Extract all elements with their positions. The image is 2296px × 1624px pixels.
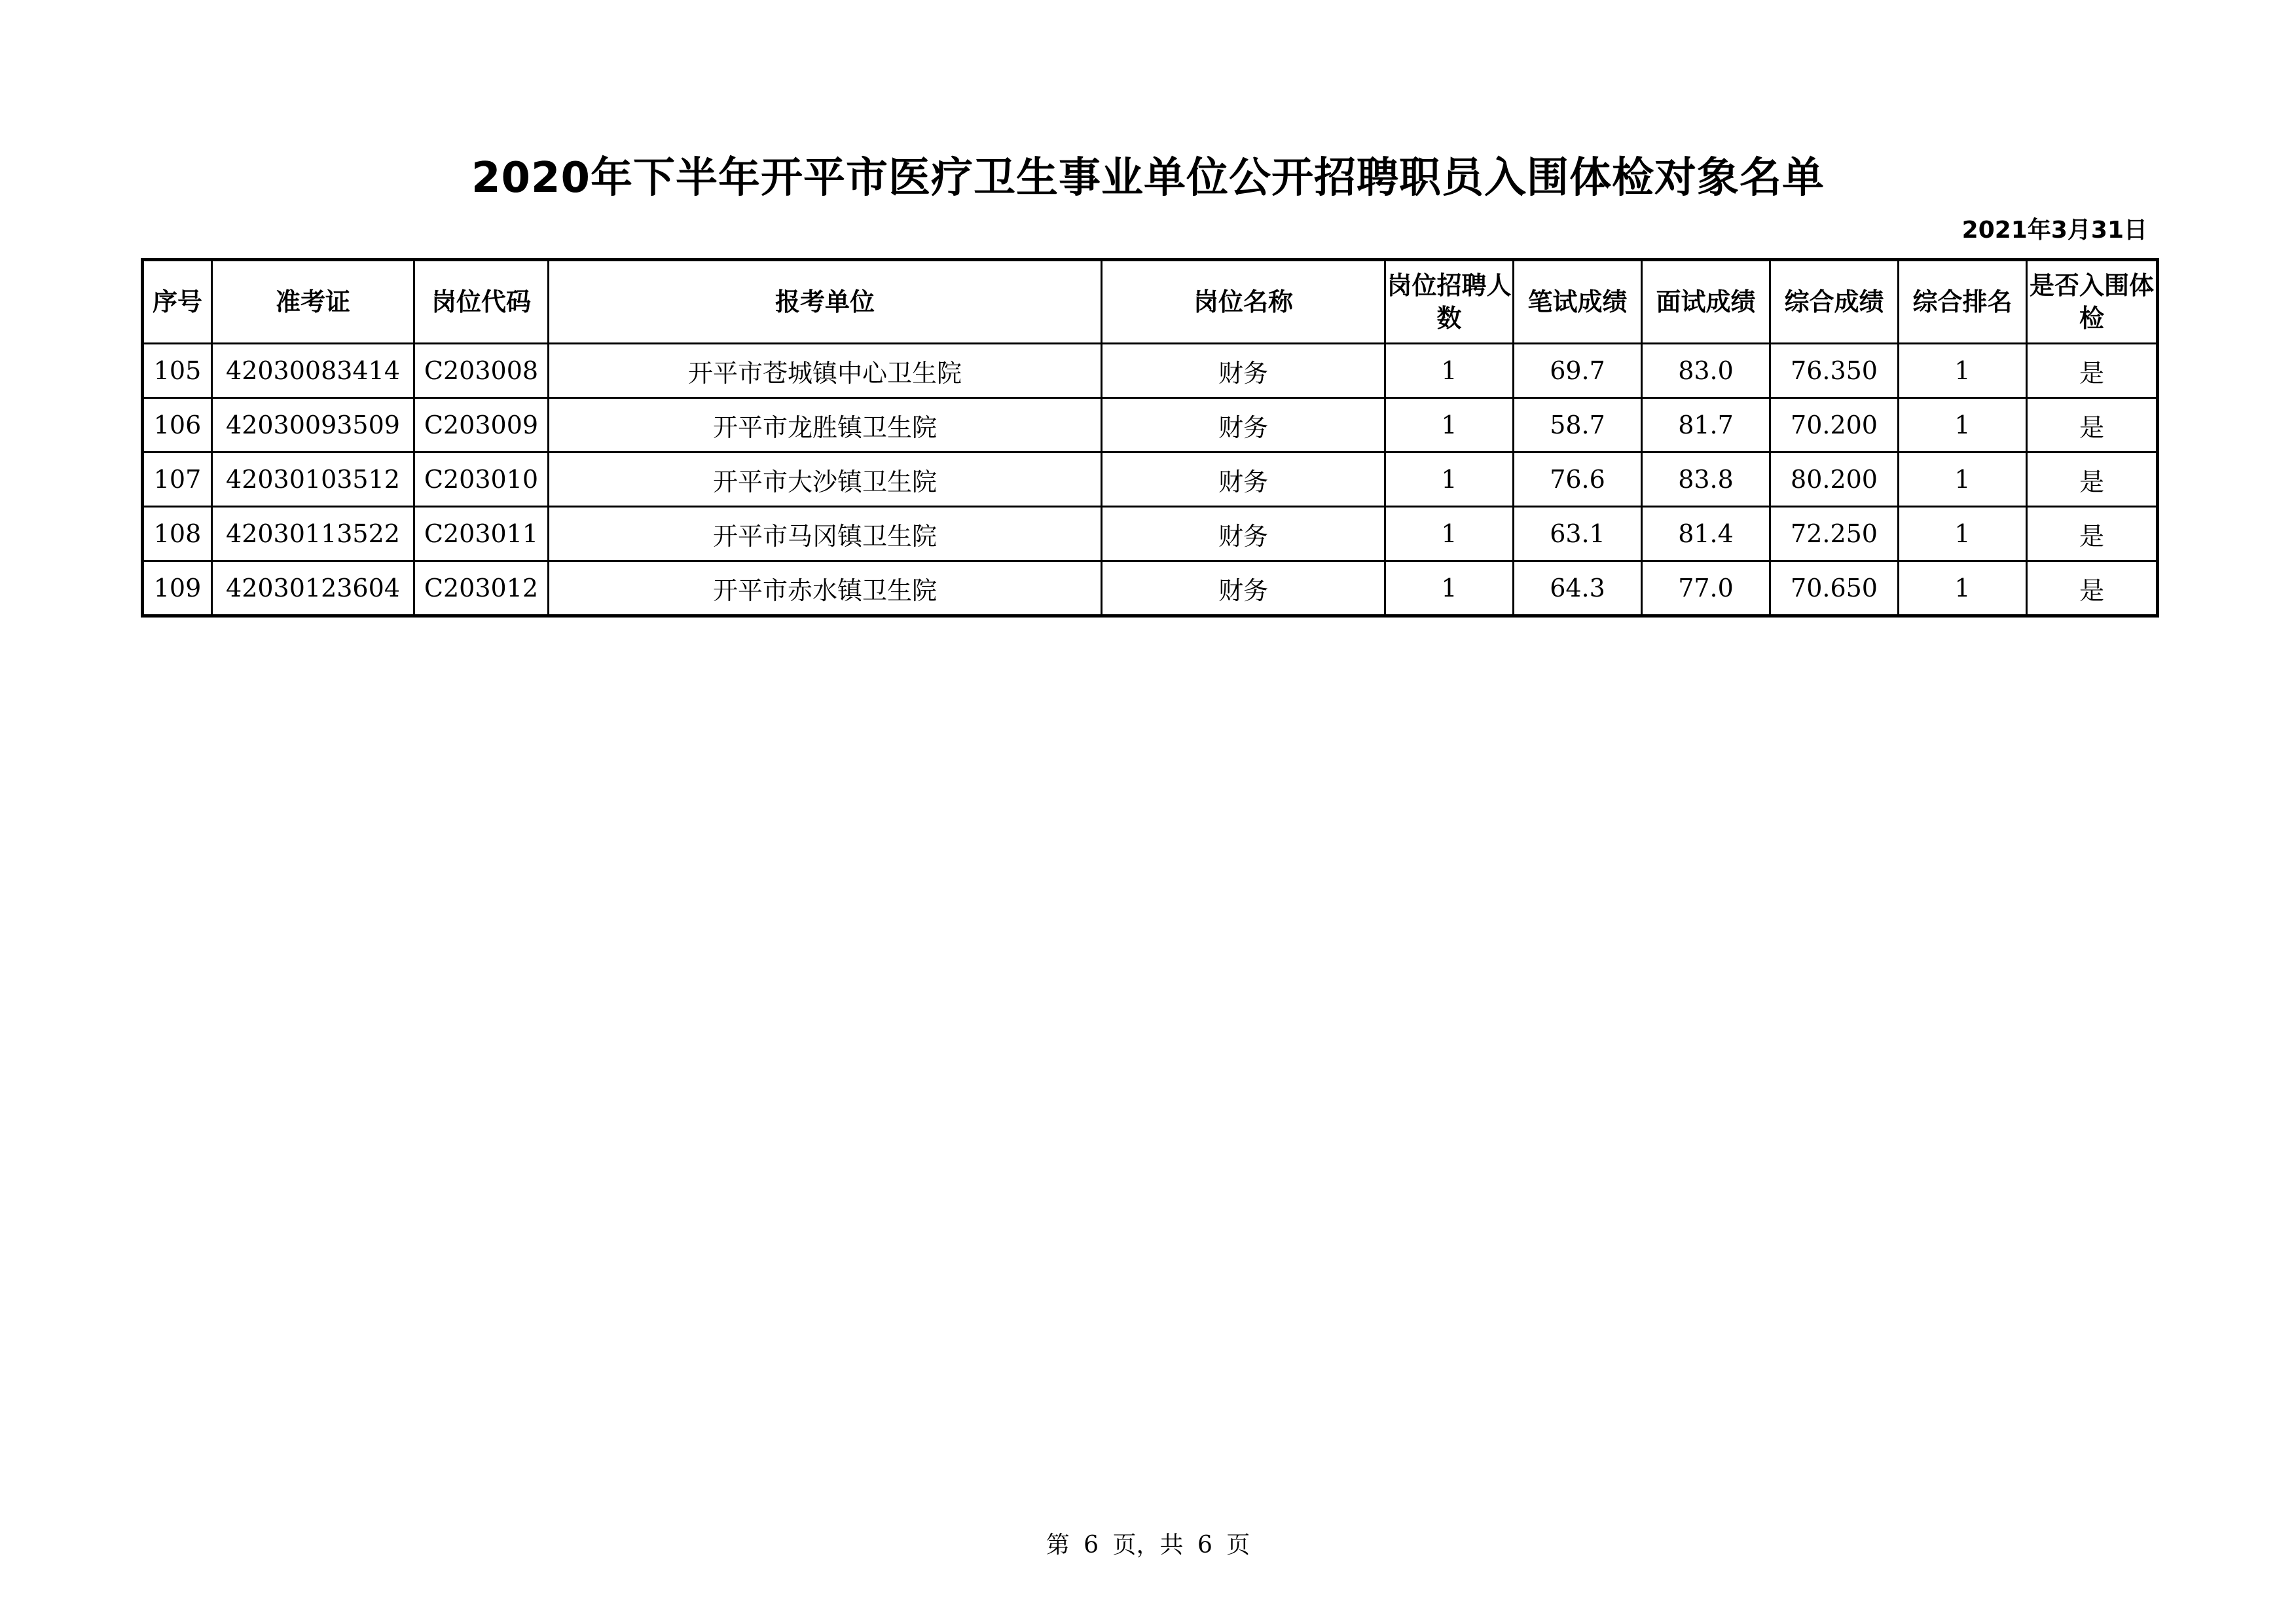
cell-overall-rank: 1: [1899, 561, 2027, 616]
cell-admission-ticket: 42030123604: [212, 561, 414, 616]
cell-shortlisted: 是: [2027, 507, 2158, 561]
table-row: [143, 452, 2158, 507]
cell-position-name: 财务: [1102, 344, 1385, 398]
cell-applied-unit: 开平市苍城镇中心卫生院: [549, 344, 1102, 398]
header-position-name: 岗位名称: [1102, 260, 1385, 344]
cell-hiring-count: 1: [1385, 561, 1514, 616]
document-date: 2021年3月31日: [1961, 217, 2147, 244]
header-serial: 序号: [143, 260, 212, 344]
cell-position-name: 财务: [1102, 507, 1385, 561]
cell-interview-score: 77.0: [1642, 561, 1770, 616]
cell-serial: 108: [143, 507, 212, 561]
cell-position-name: 财务: [1102, 452, 1385, 507]
cell-serial: 105: [143, 344, 212, 398]
header-position-code: 岗位代码: [414, 260, 549, 344]
cell-position-name: 财务: [1102, 561, 1385, 616]
cell-overall-rank: 1: [1899, 344, 2027, 398]
cell-serial: 109: [143, 561, 212, 616]
header-applied-unit: 报考单位: [549, 260, 1102, 344]
cell-admission-ticket: 42030083414: [212, 344, 414, 398]
table-row: [143, 507, 2158, 561]
cell-position-name: 财务: [1102, 398, 1385, 452]
cell-interview-score: 83.8: [1642, 452, 1770, 507]
header-admission-ticket: 准考证: [212, 260, 414, 344]
header-overall-rank: 综合排名: [1899, 260, 2027, 344]
cell-position-code: C203011: [414, 507, 549, 561]
header-total-score: 综合成绩: [1770, 260, 1899, 344]
cell-written-score: 64.3: [1514, 561, 1642, 616]
cell-overall-rank: 1: [1899, 398, 2027, 452]
cell-hiring-count: 1: [1385, 344, 1514, 398]
cell-hiring-count: 1: [1385, 507, 1514, 561]
cell-interview-score: 81.7: [1642, 398, 1770, 452]
cell-position-code: C203010: [414, 452, 549, 507]
candidate-table: [141, 258, 2159, 618]
cell-position-code: C203008: [414, 344, 549, 398]
header-interview-score: 面试成绩: [1642, 260, 1770, 344]
cell-admission-ticket: 42030103512: [212, 452, 414, 507]
cell-total-score: 80.200: [1770, 452, 1899, 507]
cell-overall-rank: 1: [1899, 452, 2027, 507]
cell-hiring-count: 1: [1385, 398, 1514, 452]
cell-total-score: 70.650: [1770, 561, 1899, 616]
cell-shortlisted: 是: [2027, 452, 2158, 507]
cell-interview-score: 83.0: [1642, 344, 1770, 398]
cell-total-score: 70.200: [1770, 398, 1899, 452]
header-written-score: 笔试成绩: [1514, 260, 1642, 344]
cell-interview-score: 81.4: [1642, 507, 1770, 561]
cell-applied-unit: 开平市龙胜镇卫生院: [549, 398, 1102, 452]
cell-applied-unit: 开平市马冈镇卫生院: [549, 507, 1102, 561]
page-title: 2020年下半年开平市医疗卫生事业单位公开招聘职员入围体检对象名单: [471, 154, 1825, 202]
table-row: [143, 561, 2158, 616]
cell-serial: 107: [143, 452, 212, 507]
cell-written-score: 58.7: [1514, 398, 1642, 452]
cell-applied-unit: 开平市大沙镇卫生院: [549, 452, 1102, 507]
header-shortlisted: 是否入围体检: [2027, 260, 2158, 344]
table-body: [143, 344, 2158, 616]
cell-written-score: 76.6: [1514, 452, 1642, 507]
cell-applied-unit: 开平市赤水镇卫生院: [549, 561, 1102, 616]
cell-shortlisted: 是: [2027, 561, 2158, 616]
cell-total-score: 76.350: [1770, 344, 1899, 398]
cell-written-score: 69.7: [1514, 344, 1642, 398]
table-header-row: [143, 260, 2158, 344]
cell-total-score: 72.250: [1770, 507, 1899, 561]
table-row: [143, 344, 2158, 398]
cell-serial: 106: [143, 398, 212, 452]
cell-shortlisted: 是: [2027, 344, 2158, 398]
cell-admission-ticket: 42030113522: [212, 507, 414, 561]
header-hiring-count: 岗位招聘人数: [1385, 260, 1514, 344]
cell-written-score: 63.1: [1514, 507, 1642, 561]
cell-hiring-count: 1: [1385, 452, 1514, 507]
cell-shortlisted: 是: [2027, 398, 2158, 452]
table-row: [143, 398, 2158, 452]
cell-admission-ticket: 42030093509: [212, 398, 414, 452]
cell-position-code: C203012: [414, 561, 549, 616]
page-footer: 第 6 页，共 6 页: [1046, 1532, 1250, 1559]
cell-position-code: C203009: [414, 398, 549, 452]
cell-overall-rank: 1: [1899, 507, 2027, 561]
